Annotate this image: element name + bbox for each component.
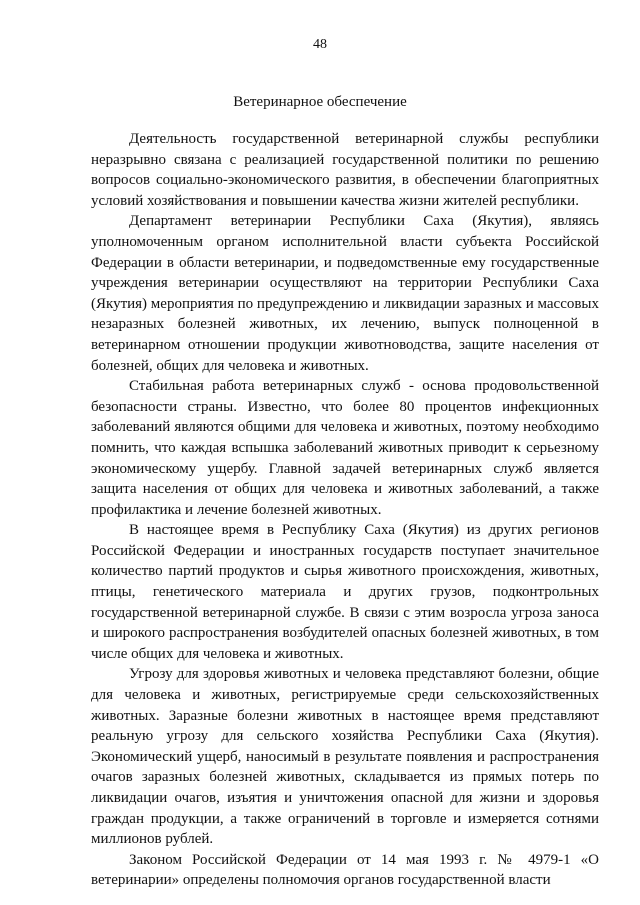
paragraph: Департамент ветеринарии Республики Саха (Якутия), являясь уполномоченным органом исполнительной власти субъекта Российской Федерации в области ветеринарии, и подведомственные ему государственные учреждения ветеринарии осуществляют на территории Республики Саха (Якутия) мероприятия по предупреждению и ликвидации заразных и массовых незаразных болезней животных, их лечению, выпуск полноценной в ветеринарном отношении продукции животноводства, защите населения от болезней, общих для человека и животных. [91,213,600,374]
page-number: 48 [313,37,327,52]
paragraph: Угрозу для здоровья животных и человека представляют болезни, общие для человека и животных, регистрируемые среди сельскохозяйственных животных. Заразные болезни животных в настоящее время представляют реальную угрозу для сельского хозяйства Республики Саха (Якутия). Экономический ущерб, наносимый в результате появления и распространения очагов заразных болезней животных, складывается из прямых потерь по ликвидации очагов, изъятия и уничтожения опасной для жизни и здоровья граждан продукции, а также ограничений в торговле и измеряется сотнями миллионов рублей. [91,666,599,848]
paragraph: В настоящее время в Республику Саха (Якутия) из других регионов Российской Федерации и иностранных государств поступает значительное количество партий продуктов и сырья животного происхождения, животных, птицы, генетического материала и других грузов, подконтрольных государственной ветеринарной службе. В связи с этим возросла угроза заноса и широкого распространения возбудителей опасных болезней животных, в том числе общих для человека и животных. [91,522,599,662]
section-heading: Ветеринарное обеспечение [233,94,407,110]
paragraph: Деятельность государственной ветеринарной службы республики неразрывно связана с реализацией государственной политики по решению вопросов социально-экономического развития, в обеспечении благоприятных условий хозяйствования и повышении качества жизни жителей республики. [91,131,599,209]
paragraph: Стабильная работа ветеринарных служб - основа продовольственной безопасности страны. Известно, что более 80 процентов инфекционных заболеваний являются общими для человека и животных, поэтому необходимо помнить, что каждая вспышка заболеваний животных приводит к серьезному экономическому ущербу. Главной задачей ветеринарных служб является защита населения от общих для человека и животных заболеваний, а также профилактика и лечение болезней животных. [91,378,599,518]
paragraph: Законом Российской Федерации от 14 мая 1993 г. № 4979-1 «О ветеринарии» определены полномочия органов государственной власти [91,851,599,889]
body-text [91,129,599,891]
